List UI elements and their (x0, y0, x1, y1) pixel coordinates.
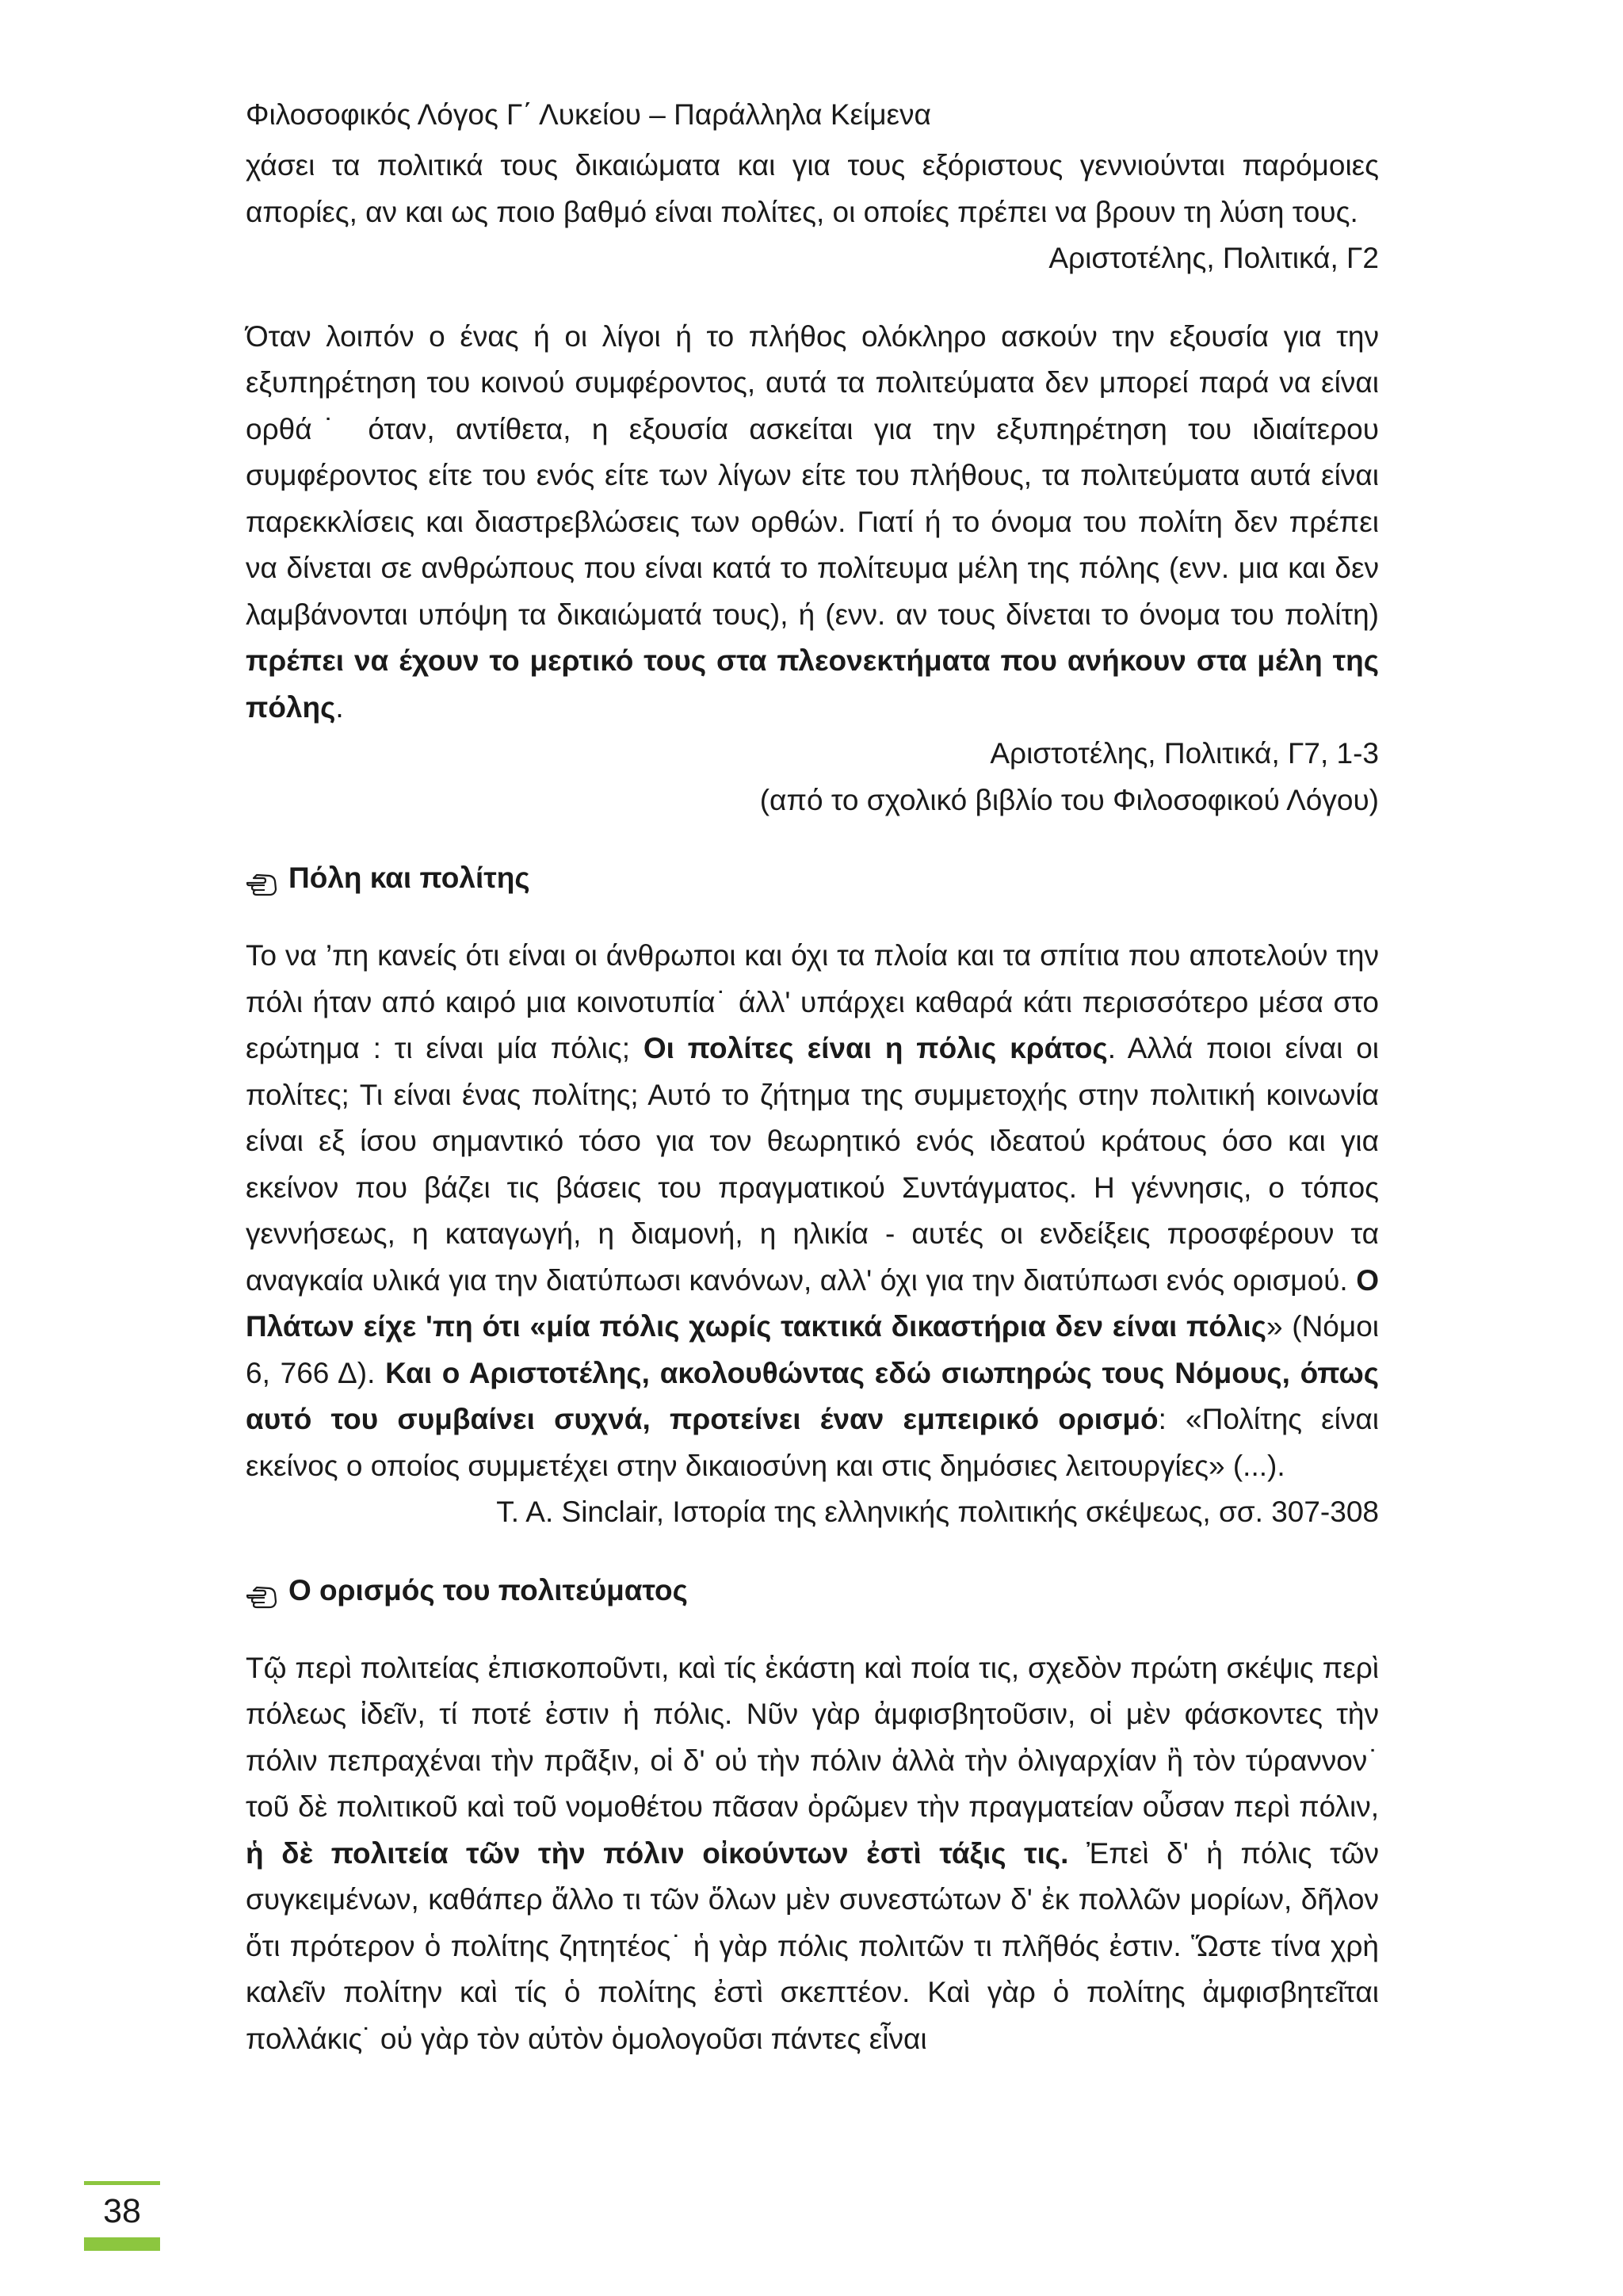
document-page (246, 94, 1379, 2062)
paragraph-continuation: χάσει τα πολιτικά τους δικαιώματα και για τους εξόριστους γεννιούνται παρόμοιες απορίες, αν και ως ποιο βαθμό είναι πολίτες, οι οποίες πρέπει να βρουν τη λύση τους. (246, 149, 1379, 228)
bold-text-run: πρέπει να έχουν το μερτικό τους στα πλεονεκτήματα που ανήκουν στα μέλη της πόλης (246, 644, 1379, 724)
section-heading-text: Πόλη και πολίτης (288, 861, 530, 894)
page-number: 38 (103, 2192, 141, 2230)
paragraph-ancient-greek (246, 1645, 1379, 2063)
footer-accent-bar (84, 2237, 160, 2251)
text-run: Το να ’πη κανείς ότι είναι οι άνθρωποι και όχι τα πλοία και τα σπίτια που αποτελούν την πόλι ήταν από καιρό μια κοινοτυπία˙ άλλ' υπάρχει καθαρά κάτι περισσότερο μέσα στο ερώτημα : τι είναι μία πόλις; (246, 939, 1379, 1064)
citation: Αριστοτέλης, Πολιτικά, Γ7, 1-3 (990, 737, 1379, 770)
bold-text-run: Ο Πλάτων είχε 'πη ότι «μία πόλις χωρίς τακτικά δικαστήρια δεν είναι πόλις (246, 1263, 1379, 1343)
citation-source: (από το σχολικό βιβλίο του Φιλοσοφικού Λόγου) (759, 783, 1379, 816)
text-run: . Αλλά ποιοι είναι οι πολίτες; Τι είναι ένας πολίτης; Αυτό το ζήτημα της συμμετοχής στην πολιτική κοινωνία είναι εξ ίσου σημαντικό τόσο για τον θεωρητικό ενός ιδεατού κράτους όσο και για εκείνον που βάζει τις βάσεις του πραγματικού Συντάγματος. Η γέννησις, ο τόπος γεννήσεως, η καταγωγή, η διαμονή, η ηλικία - αυτές οι ενδείξεις προσφέρουν τα αναγκαία υλικά για την διατύπωσι κανόνων, αλλ' όχι για την διατύπωσι ενός ορισμού. (246, 1032, 1380, 1297)
text-run: Ἐπεὶ δ' ἡ πόλις τῶν συγκειμένων, καθάπερ ἄλλο τι τῶν ὅλων μὲν συνεστώτων δ' ἐκ πολλῶν μορίων, δῆλον ὅτι πρότερον ὁ πολίτης ζητητέος˙ ἡ γὰρ πόλις πολιτῶν τι πλῆθός ἐστιν. Ὥστε τίνα χρὴ καλεῖν πολίτην καὶ τίς ὁ πολίτης ἐστὶ σκεπτέον. Καὶ γὰρ ὁ πολίτης ἀμφισβητεῖται πολλάκις˙ οὐ γὰρ τὸν αὐτὸν ὁμολογοῦσι πάντες εἶναι (246, 1836, 1379, 2055)
page-footer (84, 2181, 160, 2251)
bold-text-run: ἡ δὲ πολιτεία τῶν τὴν πόλιν οἰκούντων ἐστὶ τάξις τις. (246, 1836, 1069, 1870)
running-header: Φιλοσοφικός Λόγος Γ΄ Λυκείου – Παράλληλα Κείμενα (246, 98, 931, 131)
citation: T. A. Sinclair, Ιστορία της ελληνικής πολιτικής σκέψεως, σσ. 307-308 (496, 1496, 1379, 1528)
text-run: : «Πολίτης είναι εκείνος ο οποίος συμμετέχει στην δικαιοσύνη και στις δημόσιες λειτουργίες» (...). (246, 1403, 1379, 1482)
pointing-hand-icon (246, 865, 277, 888)
text-run: . (335, 690, 344, 724)
text-run: » (Νόμοι 6, 766 Δ). (246, 1310, 1380, 1389)
section-heading-city-citizen (246, 855, 1379, 901)
bold-text-run: Οι πολίτες είναι η πόλις κράτος (643, 1032, 1108, 1064)
section-heading-text: Ο ορισμός του πολιτεύματος (288, 1573, 688, 1606)
citation: Αριστοτέλης, Πολιτικά, Γ2 (1048, 242, 1379, 274)
paragraph-sinclair (246, 933, 1379, 1489)
bold-text-run: Και ο Αριστοτέλης, ακολουθώντας εδώ σιωπηρώς τους Νόμους, όπως αυτό του συμβαίνει συχνά, προτείνει έναν εμπειρικό ορισμό (246, 1356, 1379, 1435)
section-heading-constitution-definition (246, 1568, 1379, 1614)
text-run: Όταν λοιπόν ο ένας ή οι λίγοι ή το πλήθος ολόκληρο ασκούν την εξουσία για την εξυπηρέτηση του κοινού συμφέροντος, αυτά τα πολιτεύματα δεν μπορεί παρά να είναι ορθά˙ όταν, αντίθετα, η εξουσία ασκείται για την εξυπηρέτηση του ιδιαίτερου συμφέροντος είτε του ενός είτε των λίγων είτε του πλήθους, τα πολιτεύματα αυτά είναι παρεκκλίσεις και διαστρεβλώσεις των ορθών. Γιατί ή το όνομα του πολίτη δεν πρέπει να δίνεται σε ανθρώπους που είναι κατά το πολίτευμα μέλη της πόλης (ενν. μια και δεν λαμβάνονται υπόψη τα δικαιώματά τους), ή (ενν. αν τους δίνεται το όνομα του πολίτη) (246, 319, 1379, 631)
paragraph-aristotle-quote (246, 314, 1379, 732)
text-run: Τῷ περὶ πολιτείας ἐπισκοποῦντι, καὶ τίς ἑκάστη καὶ ποία τις, σχεδὸν πρώτη σκέψις περὶ πόλεως ἰδεῖν, τί ποτέ ἐστιν ἡ πόλις. Νῦν γὰρ ἀμφισβητοῦσιν, οἱ μὲν φάσκοντες τὴν πόλιν πεπραχέναι τὴν πρᾶξιν, οἱ δ' οὐ τὴν πόλιν ἀλλὰ τὴν ὀλιγαρχίαν ἢ τὸν τύραννον˙ τοῦ δὲ πολιτικοῦ καὶ τοῦ νομοθέτου πᾶσαν ὁρῶμεν τὴν πραγματείαν οὖσαν περὶ πόλιν, (246, 1651, 1379, 1823)
pointing-hand-icon (246, 1577, 277, 1601)
